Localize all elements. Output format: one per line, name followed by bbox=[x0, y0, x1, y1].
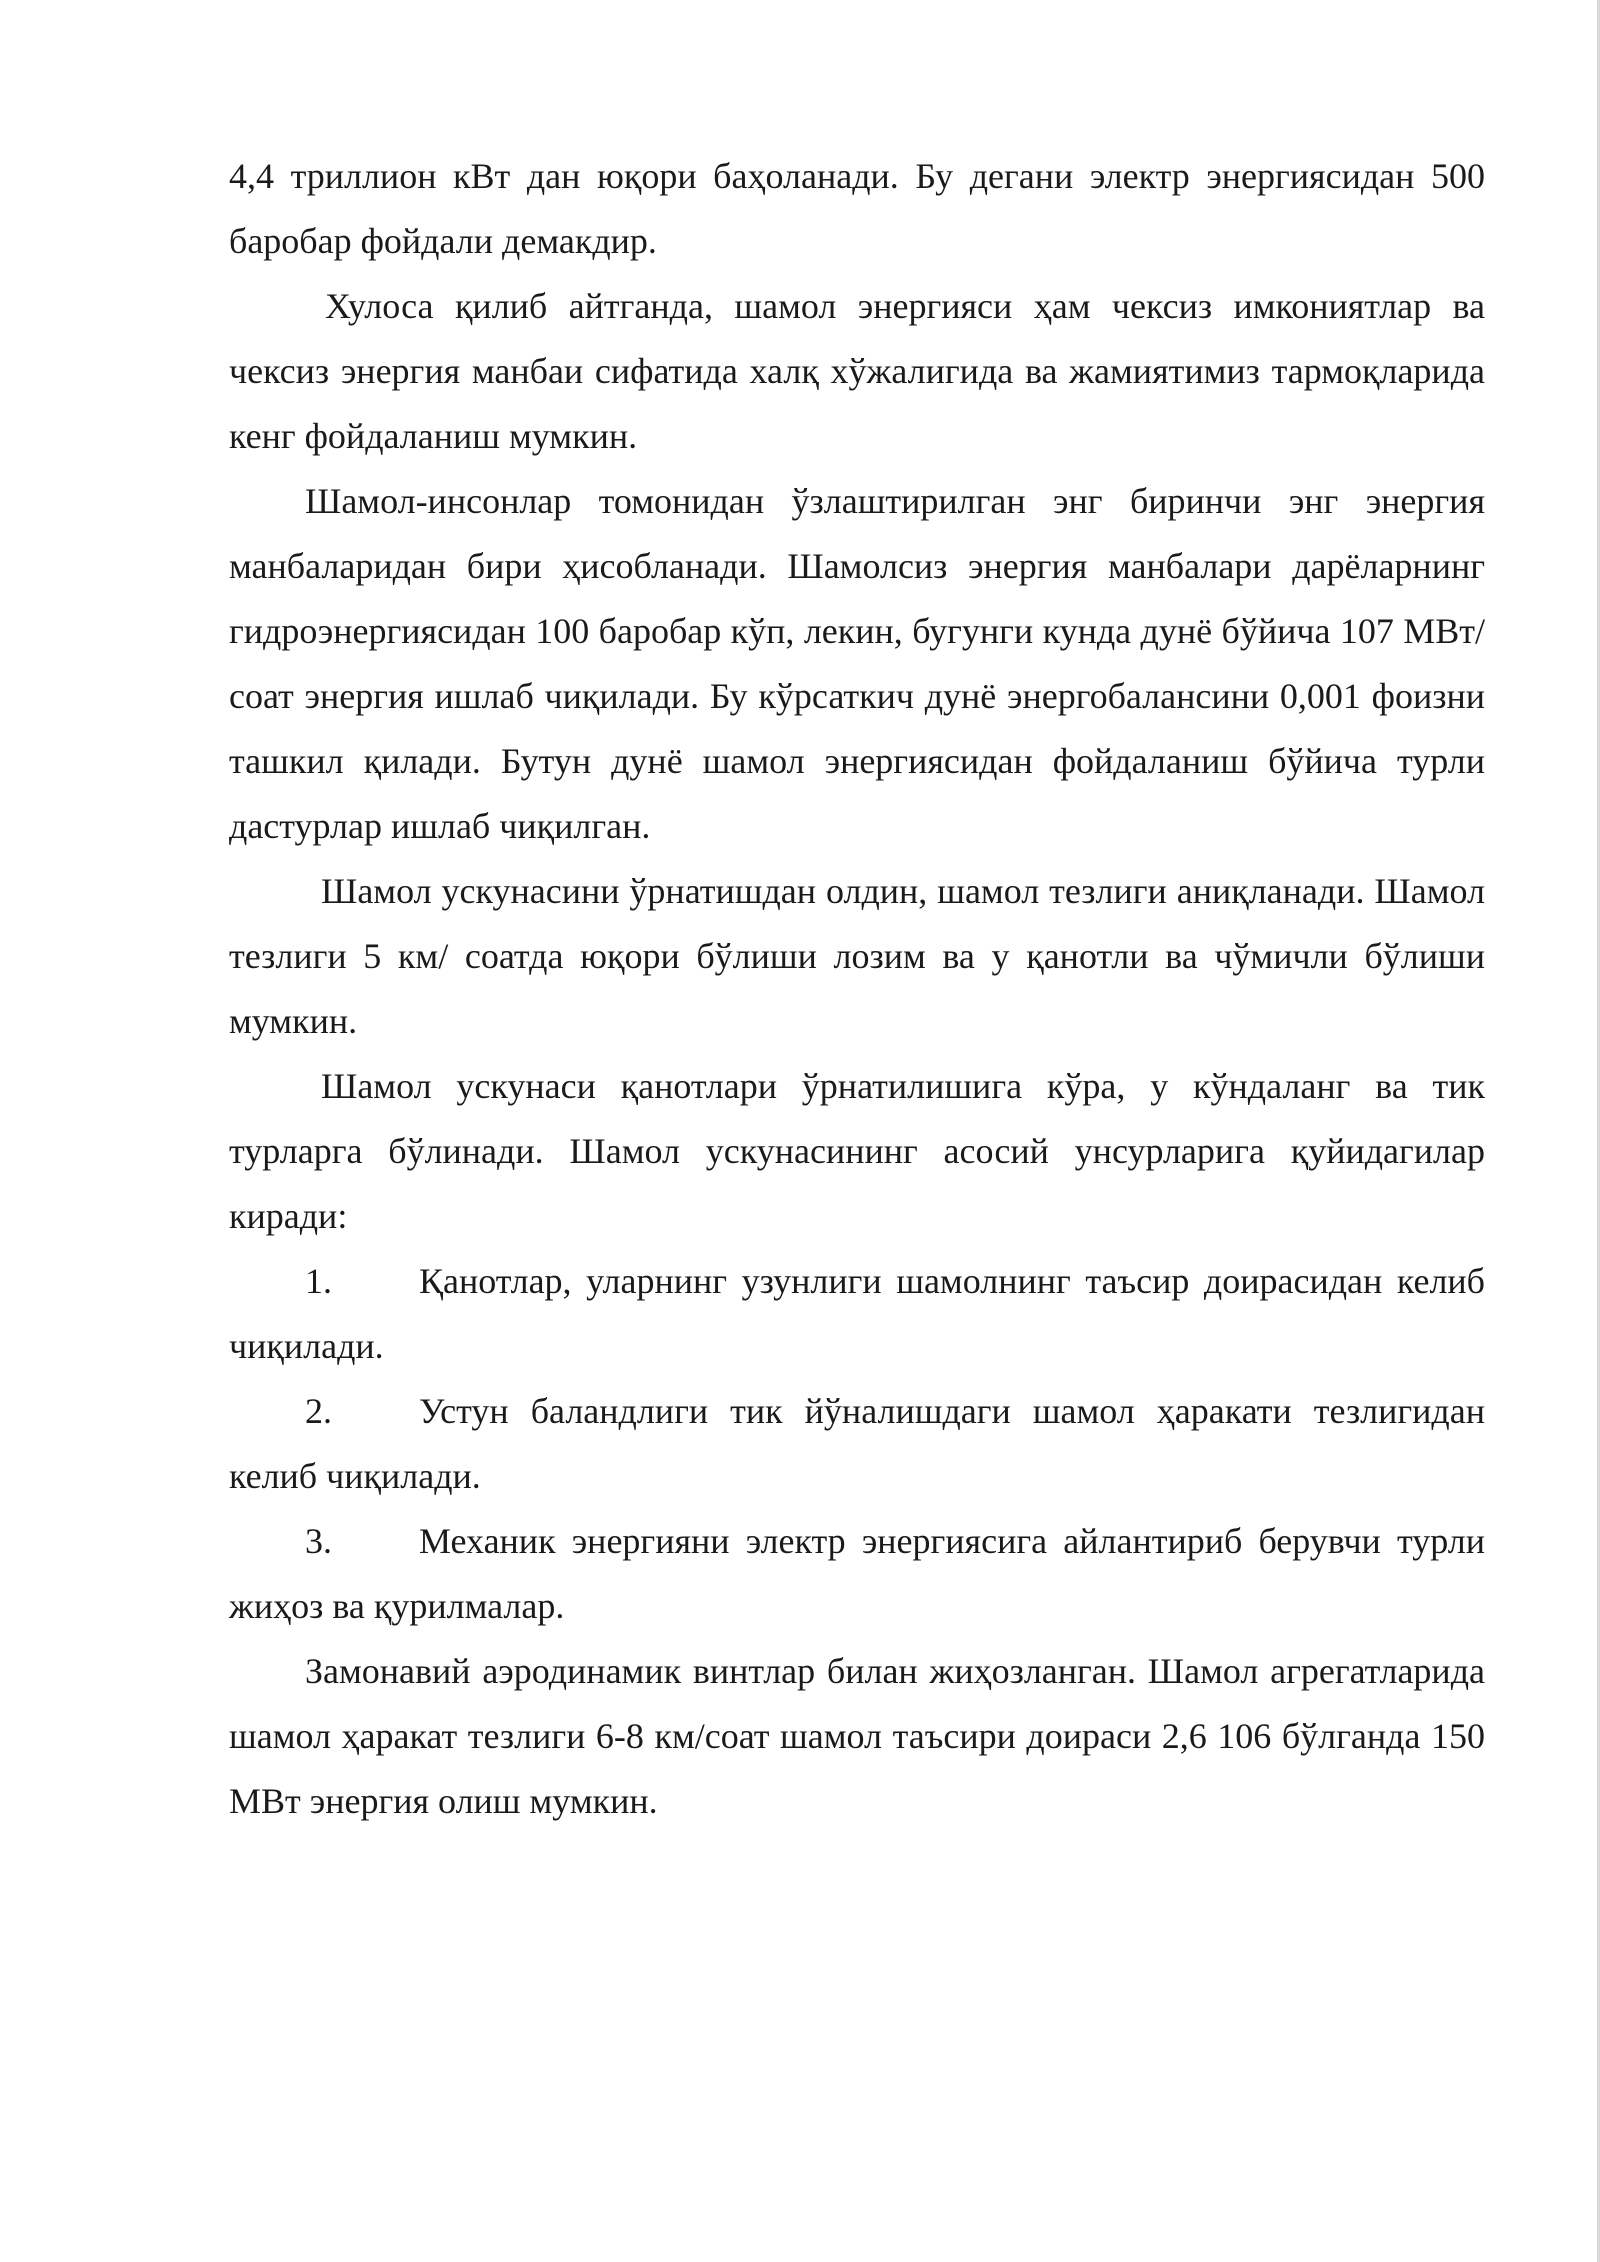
paragraph-conclusion: Хулоса қилиб айтганда, шамол энергияси ҳам чексиз имкониятлар ва чексиз энергия манбаи сифатида халқ хўжалигида ва жамиятимиз тармоқларида кенг фойдаланиш мумкин. bbox=[229, 286, 1485, 456]
paragraph-wind-history: Шамол-инсонлар томонидан ўзлаштирилган энг биринчи энг энергия манбаларидан бири ҳисобланади. Шамолсиз энергия манбалари дарёларнинг гидроэнергиясидан 100 баробар кўп, лекин, бугунги кунда дунё бўйича 107 МВт/соат энергия ишлаб чиқилади. Бу кўрсаткич дунё энергобалансини 0,001 фоизни ташкил қилади. Бутун дунё шамол энергиясидан фойдаланиш бўйича турли дастурлар ишлаб чиқилган. bbox=[229, 481, 1485, 846]
paragraph-closing: Замонавий аэродинамик винтлар билан жиҳозланган. Шамол агрегатларида шамол ҳаракат тезлиги 6-8 км/соат шамол таъсири доираси 2,6 106 бўлганда 150 МВт энергия олиш мумкин. bbox=[229, 1651, 1485, 1821]
list-number: 3. bbox=[305, 1521, 332, 1561]
list-item bbox=[229, 1379, 1485, 1509]
list-text: Механик энергияни электр энергиясига айлантириб берувчи турли жиҳоз ва қурилмалар. bbox=[229, 1521, 1485, 1626]
paragraph-intro: 4,4 триллион кВт дан юқори баҳоланади. Бу дегани электр энергиясидан 500 баробар фойдали демакдир. bbox=[229, 156, 1485, 261]
list-text: Устун баландлиги тик йўналишдаги шамол ҳаракати тезлигидан келиб чиқилади. bbox=[229, 1391, 1485, 1496]
paragraph-wind-types: Шамол ускунаси қанотлари ўрнатилишига кўра, у кўндаланг ва тик турларга бўлинади. Шамол ускунасининг асосий унсурларига қуйидагилар киради: bbox=[229, 1066, 1485, 1236]
paragraph-wind-speed: Шамол ускунасини ўрнатишдан олдин, шамол тезлиги аниқланади. Шамол тезлиги 5 км/ соатда юқори бўлиши лозим ва у қанотли ва чўмичли бўлиши мумкин. bbox=[229, 871, 1485, 1041]
document-body bbox=[229, 144, 1485, 1834]
list-item bbox=[229, 1249, 1485, 1379]
list-item bbox=[229, 1509, 1485, 1639]
list-number: 2. bbox=[305, 1391, 332, 1431]
list-text: Қанотлар, уларнинг узунлиги шамолнинг таъсир доирасидан келиб чиқилади. bbox=[229, 1261, 1485, 1366]
list-number: 1. bbox=[305, 1261, 332, 1301]
